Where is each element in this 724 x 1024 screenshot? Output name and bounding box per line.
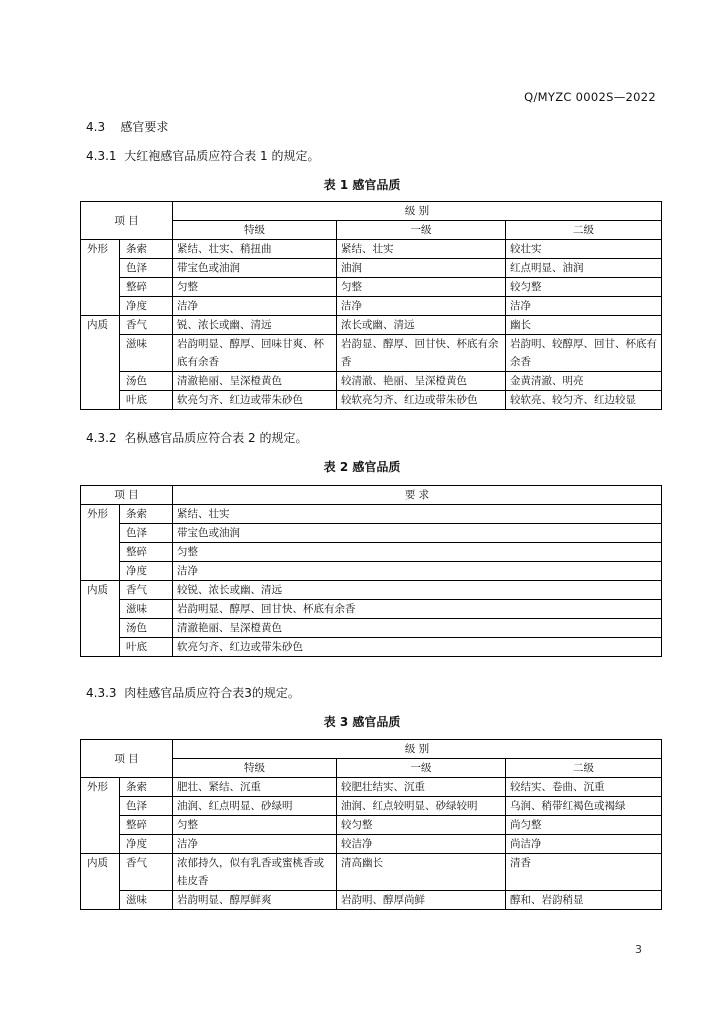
table-cell: 较结实、卷曲、沉重: [506, 778, 662, 797]
row-label: 条索: [120, 505, 173, 524]
table-cell: 浓长或幽、清远: [337, 316, 506, 335]
table-cell: 肥壮、紧结、沉重: [173, 778, 337, 797]
table-row: [81, 835, 662, 854]
table-cell: 清澈艳丽、呈深橙黄色: [173, 372, 337, 391]
table-row: [81, 524, 662, 543]
row-label: 整碎: [120, 278, 173, 297]
table-cell: 紧结、壮实: [173, 505, 662, 524]
table-cell: 油润、红点明显、砂绿明: [173, 797, 337, 816]
table-3: [80, 739, 662, 910]
table-cell: 尚匀整: [506, 816, 662, 835]
table-row: [81, 797, 662, 816]
table-row: [81, 543, 662, 562]
header-item: 项 目: [81, 740, 173, 778]
section-title: 感官要求: [120, 120, 169, 134]
row-label: 净度: [120, 562, 173, 581]
table-2: [80, 485, 662, 657]
row-label: 滋味: [120, 600, 173, 619]
table-row: [81, 600, 662, 619]
group-label-outer: 外形: [81, 778, 120, 854]
section-number: 4.3: [86, 120, 106, 134]
row-label: 滋味: [120, 891, 173, 910]
table-cell: 较肥壮结实、沉重: [337, 778, 506, 797]
table-2-caption: 表 2 感官品质: [323, 460, 401, 474]
row-label: 汤色: [120, 619, 173, 638]
header-grade-second: 二级: [506, 221, 662, 240]
table-row: [81, 638, 662, 657]
table-1: [80, 201, 662, 410]
table-cell: 紧结、壮实、稍扭曲: [173, 240, 337, 259]
table-row: [81, 891, 662, 910]
row-label: 色泽: [120, 259, 173, 278]
table-cell: 乌润、稍带红褐色或褐绿: [506, 797, 662, 816]
table-1-caption: 表 1 感官品质: [323, 178, 401, 192]
table-cell: 匀整: [173, 278, 337, 297]
row-label: 色泽: [120, 797, 173, 816]
row-label: 条索: [120, 778, 173, 797]
row-label: 香气: [120, 581, 173, 600]
table-cell: 岩韵明显、醇厚鲜爽: [173, 891, 337, 910]
subsection-number: 4.3.2: [86, 431, 117, 445]
table-cell: 油润: [337, 259, 506, 278]
header-item: 项 目: [81, 486, 173, 505]
table-row: [81, 259, 662, 278]
table-row: [81, 297, 662, 316]
table-cell: 洁净: [173, 562, 662, 581]
table-cell: 岩韵显、醇厚、回甘快、杯底有余香: [337, 335, 506, 372]
row-label: 净度: [120, 835, 173, 854]
table-row: [81, 619, 662, 638]
row-label: 条索: [120, 240, 173, 259]
header-grade-second: 二级: [506, 759, 662, 778]
table-cell: 幽长: [506, 316, 662, 335]
table-cell: 较壮实: [506, 240, 662, 259]
table-cell: 清香: [506, 854, 662, 891]
table-row: [81, 816, 662, 835]
table-cell: 带宝色或油润: [173, 524, 662, 543]
row-label: 整碎: [120, 816, 173, 835]
table-cell: 较软亮匀齐、红边或带朱砂色: [337, 391, 506, 410]
row-label: 滋味: [120, 335, 173, 372]
table-cell: 岩韵明显、醇厚、回甘快、杯底有余香: [173, 600, 662, 619]
row-label: 汤色: [120, 372, 173, 391]
table-cell: 清高幽长: [337, 854, 506, 891]
group-label-inner: 内质: [81, 316, 120, 410]
header-item: 项 目: [81, 202, 173, 240]
table-cell: 岩韵明、较醇厚、回甘、杯底有余香: [506, 335, 662, 372]
table-cell: 洁净: [173, 835, 337, 854]
table-cell: 洁净: [506, 297, 662, 316]
table-row: [81, 335, 662, 372]
table-cell: 醇和、岩韵稍显: [506, 891, 662, 910]
table-cell: 较匀整: [506, 278, 662, 297]
table-row: [81, 581, 662, 600]
table-cell: 浓郁持久，似有乳香或蜜桃香或桂皮香: [173, 854, 337, 891]
row-label: 香气: [120, 854, 173, 891]
table-row: [81, 505, 662, 524]
table-cell: 软亮匀齐、红边或带朱砂色: [173, 638, 662, 657]
table-row: [81, 778, 662, 797]
header-grade: 级 别: [173, 202, 662, 221]
subsection-4-3-1: [86, 147, 319, 164]
subsection-text: 名枞感官品质应符合表 2 的规定。: [124, 431, 308, 445]
table-cell: 匀整: [173, 543, 662, 562]
header-grade-first: 一级: [337, 221, 506, 240]
table-row: [81, 278, 662, 297]
subsection-4-3-3: [86, 684, 300, 701]
table-row: [81, 854, 662, 891]
subsection-number: 4.3.1: [86, 149, 117, 163]
row-label: 色泽: [120, 524, 173, 543]
group-label-inner: 内质: [81, 854, 120, 910]
table-cell: 金黄清澈、明亮: [506, 372, 662, 391]
subsection-number: 4.3.3: [86, 686, 117, 700]
table-row: [81, 562, 662, 581]
table-cell: 软亮匀齐、红边或带朱砂色: [173, 391, 337, 410]
table-row: [81, 316, 662, 335]
row-label: 整碎: [120, 543, 173, 562]
group-label-outer: 外形: [81, 505, 120, 581]
group-label-outer: 外形: [81, 240, 120, 316]
page-number: 3: [635, 943, 642, 956]
table-cell: 匀整: [337, 278, 506, 297]
table-cell: 尚洁净: [506, 835, 662, 854]
table-cell: 较锐、浓长或幽、清远: [173, 581, 662, 600]
table-cell: 油润、红点较明显、砂绿较明: [337, 797, 506, 816]
table-row: [81, 391, 662, 410]
table-cell: 红点明显、油润: [506, 259, 662, 278]
header-grade-first: 一级: [337, 759, 506, 778]
table-cell: 较洁净: [337, 835, 506, 854]
table-cell: 较清澈、艳丽、呈深橙黄色: [337, 372, 506, 391]
table-cell: 较软亮、较匀齐、红边较显: [506, 391, 662, 410]
table-row: [81, 240, 662, 259]
subsection-text: 大红袍感官品质应符合表 1 的规定。: [124, 149, 320, 163]
section-heading: [86, 118, 168, 135]
row-label: 叶底: [120, 638, 173, 657]
subsection-4-3-2: [86, 429, 307, 446]
table-cell: 岩韵明显、醇厚、回味甘爽、杯底有余香: [173, 335, 337, 372]
table-cell: 带宝色或油润: [173, 259, 337, 278]
row-label: 叶底: [120, 391, 173, 410]
subsection-text: 肉桂感官品质应符合表3的规定。: [124, 686, 300, 700]
header-grade-special: 特级: [173, 221, 337, 240]
table-cell: 紧结、壮实: [337, 240, 506, 259]
row-label: 净度: [120, 297, 173, 316]
header-grade: 级 别: [173, 740, 662, 759]
row-label: 香气: [120, 316, 173, 335]
table-cell: 清澈艳丽、呈深橙黄色: [173, 619, 662, 638]
header-grade-special: 特级: [173, 759, 337, 778]
table-cell: 较匀整: [337, 816, 506, 835]
table-cell: 洁净: [337, 297, 506, 316]
table-cell: 匀整: [173, 816, 337, 835]
table-3-caption: 表 3 感官品质: [323, 715, 401, 729]
document-number: Q/MYZC 0002S—2022: [524, 90, 656, 104]
table-row: [81, 372, 662, 391]
header-requirement: 要 求: [173, 486, 662, 505]
table-cell: 锐、浓长或幽、清远: [173, 316, 337, 335]
table-cell: 岩韵明、醇厚尚鲜: [337, 891, 506, 910]
group-label-inner: 内质: [81, 581, 120, 657]
table-cell: 洁净: [173, 297, 337, 316]
